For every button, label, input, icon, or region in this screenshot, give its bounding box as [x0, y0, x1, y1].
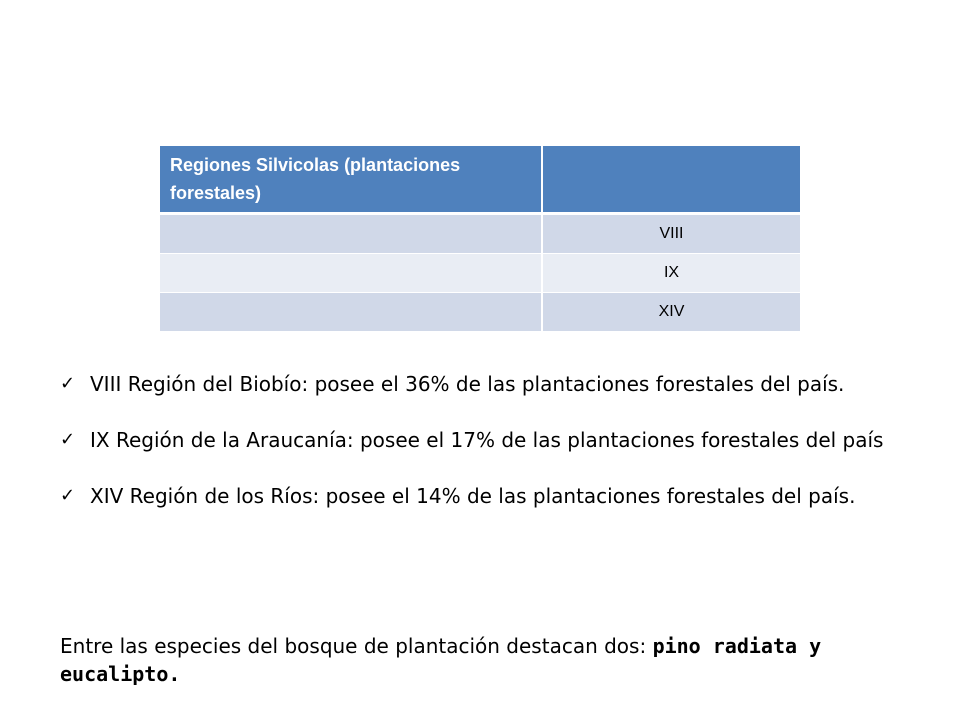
table-row: [160, 293, 800, 332]
bullet-list: [60, 370, 920, 538]
regions-table: [160, 146, 800, 332]
check-icon: ✓: [60, 485, 76, 506]
paragraph-bold-text: pino radiata y eucalipto.: [60, 634, 822, 686]
paragraph-text: Entre las especies del bosque de plantación destacan dos:: [60, 634, 653, 658]
species-paragraph: [60, 632, 920, 688]
table-cell: [160, 293, 542, 332]
list-item-text: IX Región de la Araucanía: posee el 17% de las plantaciones forestales del país: [90, 428, 884, 452]
table-row: [160, 254, 800, 293]
list-item-text: XIV Región de los Ríos: posee el 14% de las plantaciones forestales del país.: [90, 484, 856, 508]
table-header-cell-regions: Regiones Silvicolas (plantaciones forestales): [160, 146, 542, 214]
table-header-row: [160, 146, 800, 214]
check-icon: ✓: [60, 373, 76, 394]
check-icon: ✓: [60, 429, 76, 450]
list-item: [60, 482, 920, 510]
table-cell-region: VIII: [542, 214, 800, 254]
table-row: [160, 214, 800, 254]
table-header-cell-empty: [542, 146, 800, 214]
table-cell: [160, 214, 542, 254]
table-cell-region: XIV: [542, 293, 800, 332]
list-item-text: VIII Región del Biobío: posee el 36% de las plantaciones forestales del país.: [90, 372, 845, 396]
table-cell: [160, 254, 542, 293]
table-cell-region: IX: [542, 254, 800, 293]
list-item: [60, 426, 920, 454]
list-item: [60, 370, 920, 398]
